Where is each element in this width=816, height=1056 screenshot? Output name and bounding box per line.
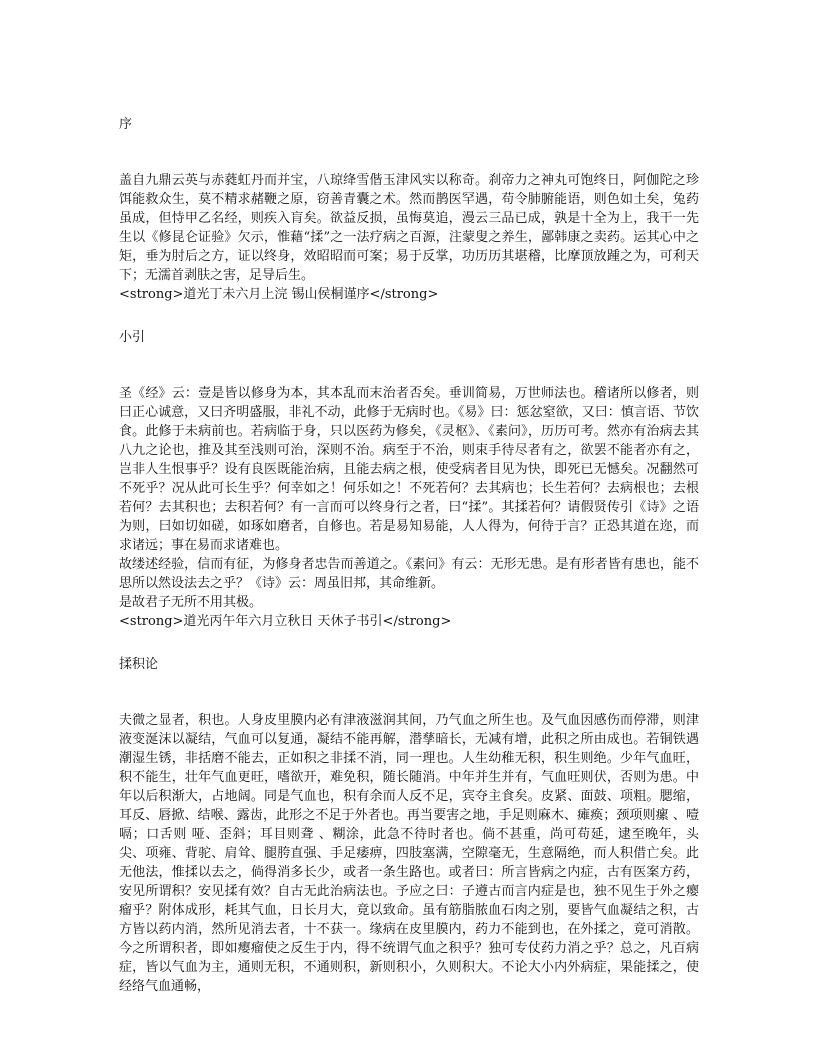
spacer [119, 346, 699, 384]
intro-paragraph-1: 圣《经》云：壹是皆以修身为本，其本乱而末治者否矣。垂训简易，万世师法也。稽诸所以修者，则曰正心诚意，又曰齐明盛服，非礼不动，此修于无病时也。《易》曰：惩忿窒欲，又曰：慎言语、节饮食。此修于未病前也。若病临于身，只以医药为修矣，《灵枢》、《素问》，历历可考。然亦有治病去其八九之论也，推及其至浅则可治，深则不治。病至于不治，则束手待尽者有之，欲罢不能者亦有之，岂非人生恨事乎？设有良医既能治病，且能去病之根，使受病者目见为快，即死已无憾矣。况翻然可不死乎？况从此可长生乎？何幸如之！何乐如之！不死若何？去其病也；长生若何？去病根也；去根若何？去其积也；去积若何？有一言而可以终身行之者，曰“揉”。其揉若何？请假贤传引《诗》之语为则，曰如切如磋，如琢如磨者，自修也。若是易知易能，人人得为，何待于言？正恐其道在迩，而求诸远；事在易而求诸难也。 [119, 386, 699, 553]
document-page [119, 117, 699, 996]
preface-paragraph: 盖自九鼎云英与赤蕤虹丹而并宝，八琼绛雪偕玉津风实以称奇。刹帝力之神丸可饱终日，阿伽陀之珍饵能救众生，莫不精求赭鞭之原，窃善青囊之术。然而鹊医罕遇，苟令肺腑能语，则色如土矣，兔药虽成，但恃甲乙名经，则疾入肓矣。欲益反损，虽悔莫追，漫云三品已成，孰是十全为上，我干一先生以《修昆仑证验》欠示，惟藉“揉”之一法疗病之百源，注蒙叟之养生，鄙韩康之卖药。运其心中之矩，垂为肘后之方，证以终身，效昭昭而可案；易于反掌，功历历其堪稽，比摩顶放踵之为，可利天下；无濡首剥肤之害，足导后生。 [119, 173, 699, 283]
intro-paragraph-3: 是故君子无所不用其极。 [119, 595, 263, 610]
intro-title: 小引 [119, 330, 146, 345]
spacer [119, 133, 699, 171]
spacer [119, 673, 699, 711]
intro-paragraph-2: 故缕述经验，信而有征，为修身者忠告而善道之。《素问》有云：无形无患。是有形者皆有患也，能不思所以然设法去之乎？《诗》云：周虽旧邦，其命维新。 [119, 557, 699, 591]
intro-signature: <strong>道光丙午年六月立秋日 天休子书引</strong> [119, 614, 452, 629]
preface-signature: <strong>道光丁未六月上浣 锡山侯桐谨序</strong> [119, 287, 439, 302]
preface-title: 序 [119, 117, 133, 132]
essay-paragraph: 夫微之显者，积也。人身皮里膜内必有津液滋润其间，乃气血之所生也。及气血因感伤而停滞，则津液变涎沫以凝结，气血可以复通，凝结不能再解，潜孳暗长，无减有增，此积之所由成也。若铜铁遇潮湿生锈，非括磨不能去，正如积之非揉不消，同一理也。人生幼稚无积，积生则绝。少年气血旺，积不能生，壮年气血更旺，嗜欲开，难免积，随长随消。中年并生并有，气血旺则伏，否则为患。中年以后积渐大，占地阔。同是气血也，积有余而人反不足，宾夺主食矣。皮紧、面鼓、项粗。腮缩，耳反、唇掀、结喉、露齿，此形之不足于外者也。再当要害之地，手足则麻木、瘫痪；颈项则瘰 、噎嗝；口舌则 哑、歪斜；耳目则聋 、糊涂，此急不待时者也。倘不甚重，尚可苟延，逮至晚年，头尖、项雍、背驼、肩耸、腿胯直强、手足痿痹，四肢塞满，空隙毫无，生意隔绝，而人积借亡矣。此无他法，惟揉以去之，倘得消多长少，或者一条生路也。或者曰：所言皆病之内症，古有医案方药，安见所谓积？安见揉有效？自古无此治病法也。予应之曰：子遵古而言内症是也，独不见生于外之瘿瘤乎？附体成形，耗其气血，日长月大，竟以致命。虽有筋脂脓血石肉之别，要皆气血凝结之积，古方皆以药内消，然所见消去者，十不获一。缘病在皮里膜内，药力不能到也，在外揉之，竟可消散。今之所谓积者，即如瘿瘤使之反生于内，得不统谓气血之积乎？独可专仗药力消之乎？总之，凡百病症，皆以气血为主，通则无积，不通则积，新则积小，久则积大。不论大小内外病症，果能揉之，使经络气血通畅， [119, 713, 699, 994]
essay-title: 揉积论 [119, 657, 159, 672]
